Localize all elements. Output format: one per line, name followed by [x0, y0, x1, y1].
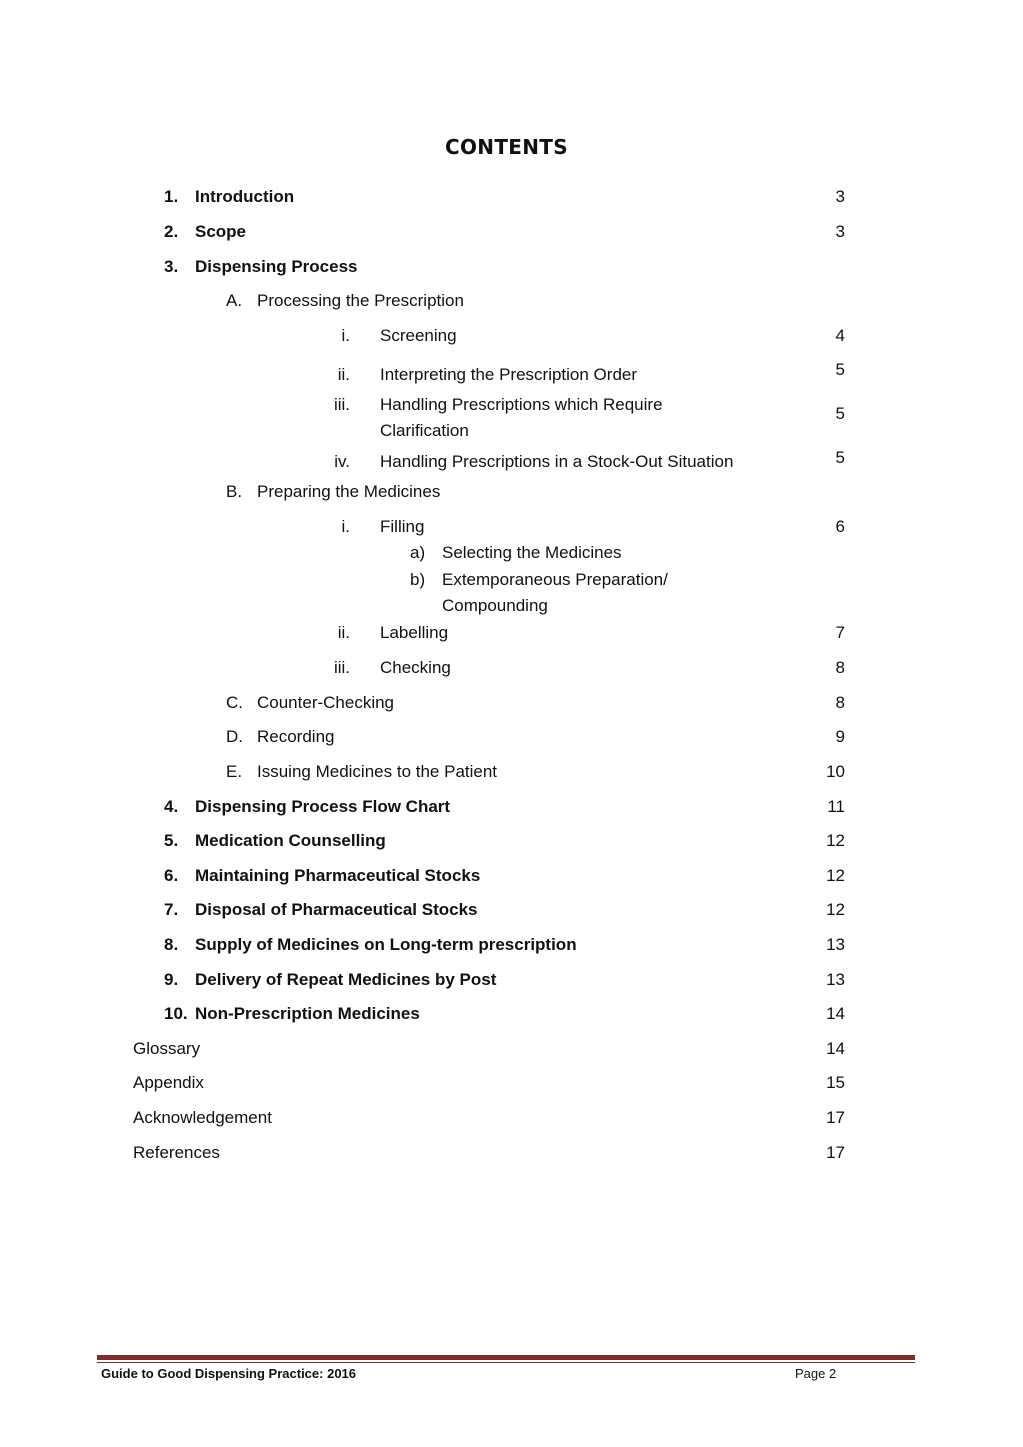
toc-page-number: 7	[835, 623, 845, 642]
toc-page-number: 10	[826, 762, 845, 781]
toc-title: Medication Counselling	[195, 831, 386, 850]
toc-number: 6.	[164, 866, 179, 885]
toc-letter: B.	[226, 482, 243, 501]
toc-title-continued: Clarification	[380, 421, 469, 440]
footer-rule	[97, 1355, 915, 1360]
toc-page-number: 8	[835, 693, 845, 712]
toc-title: Handling Prescriptions which Require	[380, 395, 663, 414]
toc-letter: C.	[226, 693, 243, 712]
page-title: CONTENTS	[445, 135, 568, 159]
toc-letter: E.	[226, 762, 243, 781]
toc-title: Handling Prescriptions in a Stock-Out Situation	[380, 452, 734, 471]
toc-page-number: 9	[835, 727, 845, 746]
toc-page-number: 13	[826, 935, 845, 954]
toc-roman: iii.	[333, 395, 350, 414]
toc-letter: D.	[226, 727, 243, 746]
toc-roman: i.	[341, 517, 350, 536]
toc-roman: iii.	[333, 658, 350, 677]
toc-sub-letter: b)	[410, 570, 426, 589]
toc-title: Labelling	[380, 623, 449, 642]
toc-title: Filling	[380, 517, 425, 536]
toc-number: 9.	[164, 970, 179, 989]
toc-title: Acknowledgement	[133, 1108, 272, 1127]
toc-page-number: 14	[826, 1004, 845, 1023]
toc-title: Preparing the Medicines	[257, 482, 441, 501]
footer-document-title: Guide to Good Dispensing Practice: 2016	[101, 1366, 357, 1381]
toc-title: Introduction	[195, 187, 295, 206]
toc-page-number: 5	[835, 360, 845, 379]
toc-title: Scope	[195, 222, 247, 241]
toc-title: Selecting the Medicines	[442, 543, 622, 562]
toc-number: 3.	[164, 257, 179, 276]
toc-page-number: 11	[827, 797, 845, 816]
toc-title: Disposal of Pharmaceutical Stocks	[195, 900, 478, 919]
toc-number: 4.	[164, 797, 179, 816]
toc-page-number: 17	[826, 1143, 845, 1162]
toc-number: 7.	[164, 900, 179, 919]
toc-page-number: 6	[835, 517, 845, 536]
toc-title: Delivery of Repeat Medicines by Post	[195, 970, 497, 989]
toc-title: Screening	[380, 326, 457, 345]
toc-title: Appendix	[133, 1073, 204, 1092]
toc-title: Non-Prescription Medicines	[195, 1004, 420, 1023]
toc-roman: iv.	[334, 452, 350, 471]
toc-page-number: 12	[826, 831, 845, 850]
toc-page-number: 5	[835, 448, 845, 467]
toc-page-number: 5	[835, 404, 845, 423]
toc-title: References	[133, 1143, 220, 1162]
toc-number: 1.	[164, 187, 179, 206]
toc-title-continued: Compounding	[442, 596, 548, 615]
toc-page-number: 13	[826, 970, 845, 989]
toc-page-number: 4	[835, 326, 845, 345]
toc-title: Recording	[257, 727, 335, 746]
footer-rule-thin	[97, 1362, 915, 1363]
footer-page-number: Page 2	[795, 1366, 837, 1381]
toc-sub-letter: a)	[410, 543, 426, 562]
toc-title: Extemporaneous Preparation/	[442, 570, 668, 589]
toc-roman: ii.	[337, 365, 350, 384]
toc-title: Checking	[380, 658, 451, 677]
toc-page-number: 12	[826, 900, 845, 919]
toc-page-number: 3	[835, 187, 845, 206]
toc-page-number: 8	[835, 658, 845, 677]
toc-title: Interpreting the Prescription Order	[380, 365, 638, 384]
toc-page-number: 15	[826, 1073, 845, 1092]
toc-page-number: 17	[826, 1108, 845, 1127]
toc-page-number: 14	[826, 1039, 845, 1058]
toc-title: Dispensing Process	[195, 257, 358, 276]
toc-title: Issuing Medicines to the Patient	[257, 762, 498, 781]
toc-number: 5.	[164, 831, 179, 850]
toc-title: Maintaining Pharmaceutical Stocks	[195, 866, 481, 885]
toc-title: Dispensing Process Flow Chart	[195, 797, 451, 816]
toc-title: Counter-Checking	[257, 693, 395, 712]
toc-number: 10.	[164, 1004, 188, 1023]
toc-title: Supply of Medicines on Long-term prescription	[195, 935, 577, 954]
toc-page-number: 12	[826, 866, 845, 885]
toc-title: Processing the Prescription	[257, 291, 464, 310]
toc-number: 2.	[164, 222, 179, 241]
toc-title: Glossary	[133, 1039, 201, 1058]
toc-roman: i.	[341, 326, 350, 345]
toc-number: 8.	[164, 935, 179, 954]
toc-letter: A.	[226, 291, 243, 310]
toc-roman: ii.	[337, 623, 350, 642]
toc-page-number: 3	[835, 222, 845, 241]
